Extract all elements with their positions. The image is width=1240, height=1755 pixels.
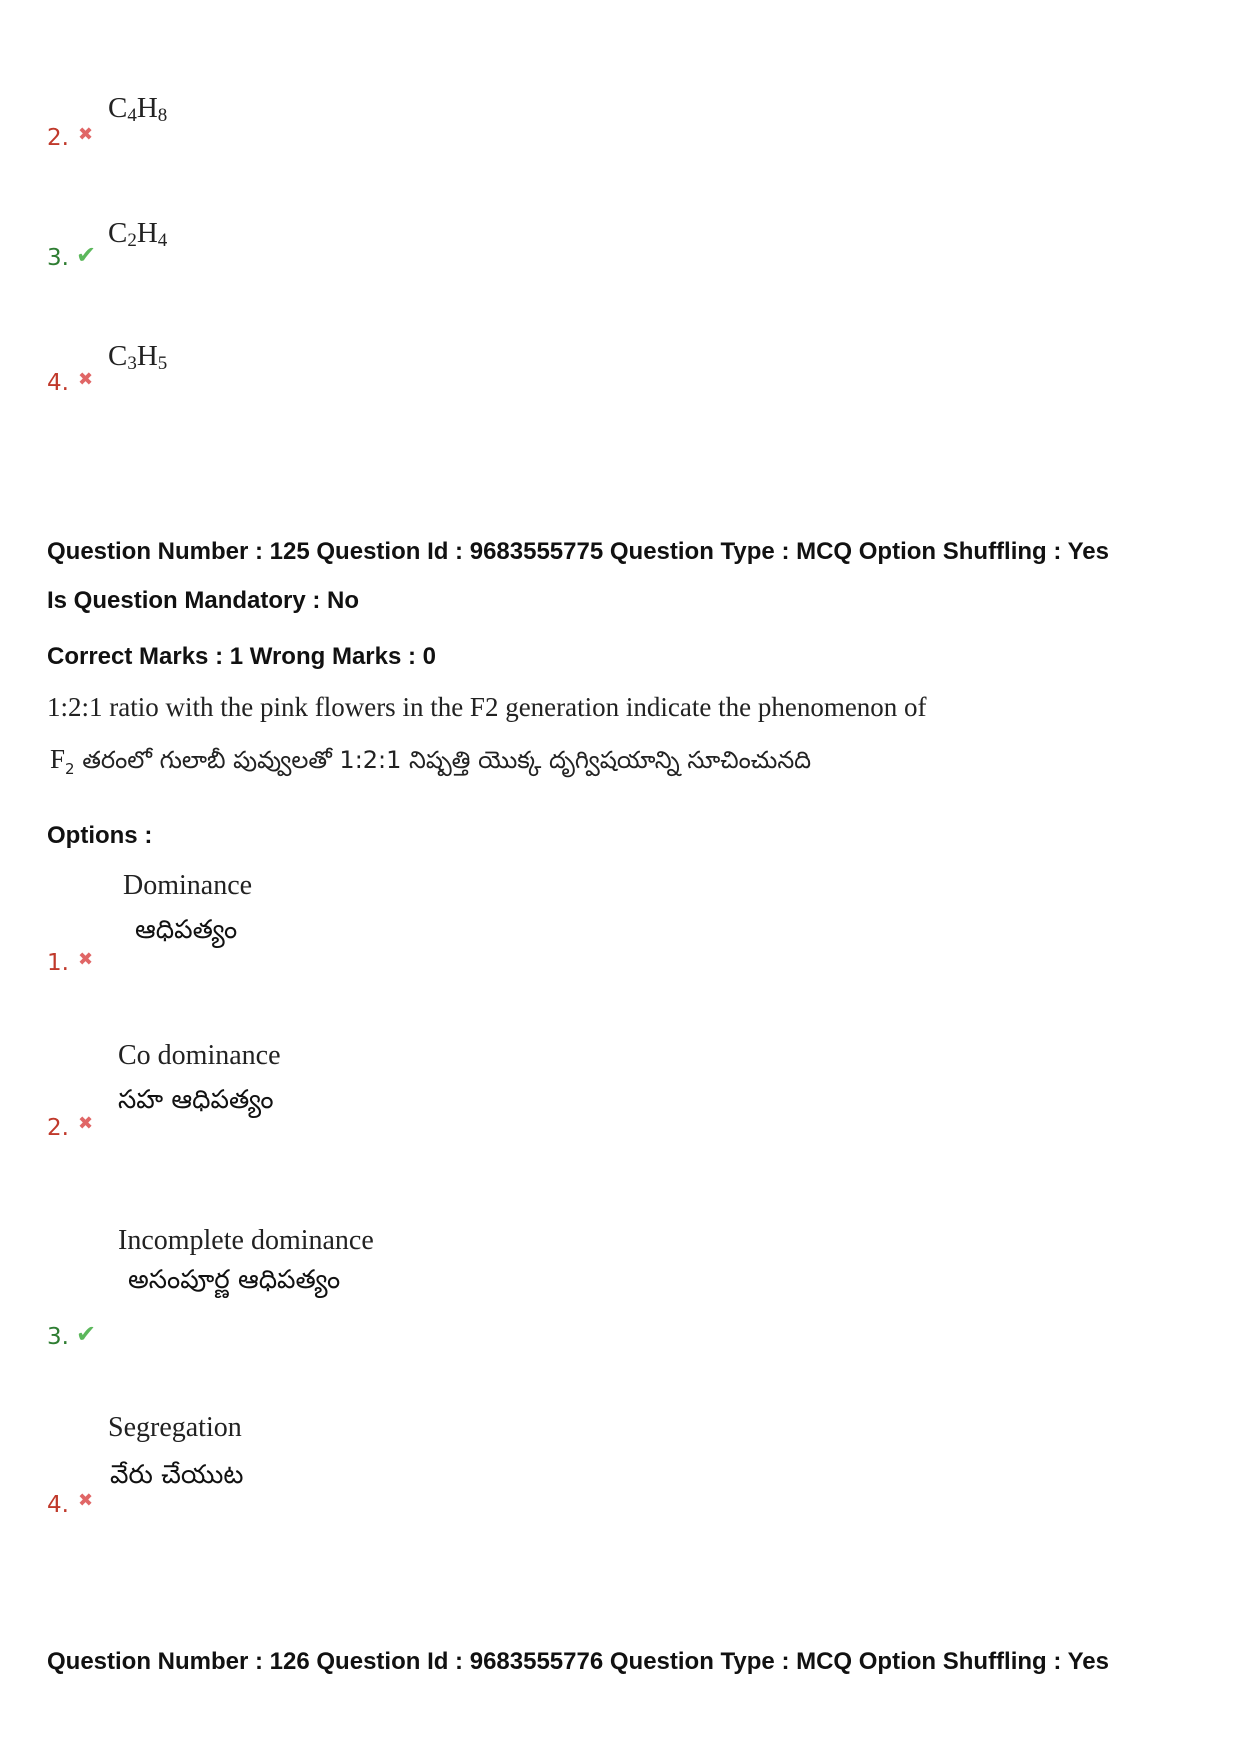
cross-icon: ✖ (78, 1490, 94, 1511)
formula: $C_4H_8$ (108, 92, 168, 126)
option-number: 4. (47, 370, 69, 396)
option-text-telugu: వేరు చేయుట (110, 1460, 244, 1490)
cross-icon: ✖ (78, 1113, 94, 1134)
option-number: 2. (47, 125, 69, 151)
cross-icon: ✖ (78, 949, 94, 970)
check-icon: ✔ (76, 1320, 97, 1348)
option-number: 3. (47, 245, 69, 271)
option-text-english: Dominance (123, 870, 253, 901)
question-mandatory: Is Question Mandatory : No (47, 587, 360, 614)
option-number: 2. (47, 1115, 69, 1141)
check-icon: ✔ (76, 241, 97, 269)
option-text-telugu: సహ ఆధిపత్యం (118, 1085, 274, 1115)
cross-icon: ✖ (78, 369, 94, 390)
options-label: Options : (47, 822, 153, 849)
formula: $C_3H_5$ (108, 340, 168, 374)
question-marks: Correct Marks : 1 Wrong Marks : 0 (47, 643, 437, 670)
option-number: 4. (47, 1492, 69, 1518)
option-text-telugu: అసంపూర్ణ ఆధిపత్యం (128, 1265, 341, 1295)
option-text-english: Incomplete dominance (118, 1225, 374, 1256)
option-number: 3. (47, 1324, 69, 1350)
question-header: Question Number : 125 Question Id : 9683555775 Question Type : MCQ Option Shuffling : Yes (47, 538, 1109, 565)
cross-icon: ✖ (78, 124, 94, 145)
question-text-english: 1:2:1 ratio with the pink flowers in the F2 generation indicate the phenomenon of (47, 692, 927, 722)
option-text-telugu: ఆధిపత్యం (135, 915, 238, 945)
option-text-english: Segregation (108, 1412, 242, 1443)
question-text-telugu: $F_2$ తరంలో గులాబీ పువ్వులతో 1:2:1 నిష్పత్తి యొక్క దృగ్విషయాన్ని సూచించునది (50, 744, 812, 778)
question-header-126: Question Number : 126 Question Id : 9683555776 Question Type : MCQ Option Shuffling : Yes (47, 1648, 1109, 1675)
option-number: 1. (47, 950, 69, 976)
formula: $C_2H_4$ (108, 217, 168, 251)
option-text-english: Co dominance (118, 1040, 281, 1071)
